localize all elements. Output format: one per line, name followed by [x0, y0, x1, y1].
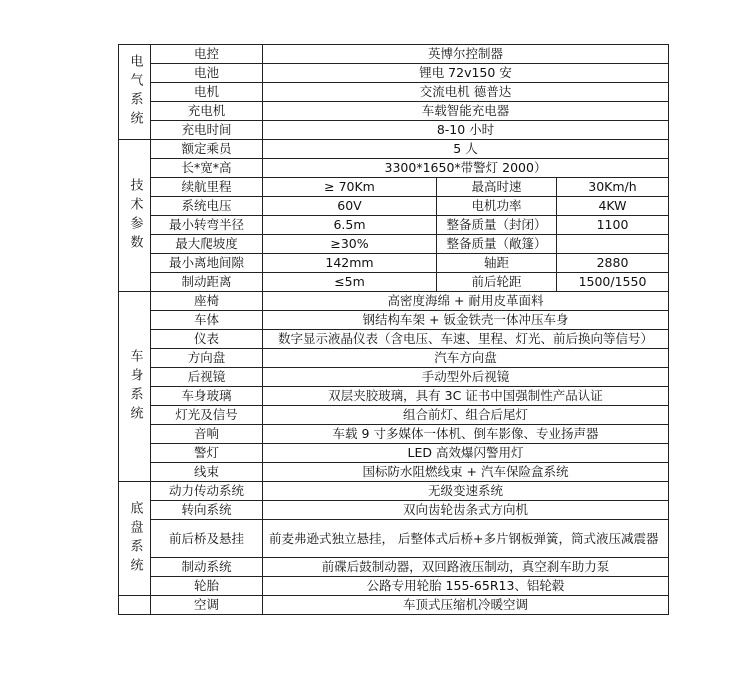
spec-value: 4KW — [557, 197, 669, 216]
section-category — [119, 596, 151, 615]
spec-label: 电池 — [151, 64, 263, 83]
spec-value: 无级变速系统 — [263, 482, 669, 501]
spec-value: 60V — [263, 197, 437, 216]
spec-table — [118, 44, 669, 615]
spec-value: 车载智能充电器 — [263, 102, 669, 121]
spec-value: 2880 — [557, 254, 669, 273]
spec-value: 前麦弗逊式独立悬挂， 后整体式后桥+多片钢板弹簧，筒式液压减震器 — [263, 520, 669, 558]
spec-value: 英博尔控制器 — [263, 45, 669, 64]
spec-row — [119, 178, 669, 197]
spec-label: 车身玻璃 — [151, 387, 263, 406]
spec-label: 充电机 — [151, 102, 263, 121]
spec-value: 142mm — [263, 254, 437, 273]
spec-value: 交流电机 德普达 — [263, 83, 669, 102]
spec-value: 6.5m — [263, 216, 437, 235]
spec-label: 续航里程 — [151, 178, 263, 197]
spec-value: 车顶式压缩机冷暖空调 — [263, 596, 669, 615]
spec-row — [119, 254, 669, 273]
spec-row — [119, 273, 669, 292]
spec-label: 线束 — [151, 463, 263, 482]
spec-value: 数字显示液晶仪表（含电压、车速、里程、灯光、前后换向等信号） — [263, 330, 669, 349]
spec-value: 1100 — [557, 216, 669, 235]
spec-label: 整备质量（敞篷） — [437, 235, 557, 254]
spec-row — [119, 349, 669, 368]
section-category: 车身系统 — [119, 292, 151, 482]
spec-value: ≤5m — [263, 273, 437, 292]
spec-label: 前后桥及悬挂 — [151, 520, 263, 558]
spec-label: 座椅 — [151, 292, 263, 311]
spec-row — [119, 387, 669, 406]
spec-value: ≥30% — [263, 235, 437, 254]
spec-label: 最小转弯半径 — [151, 216, 263, 235]
spec-row — [119, 121, 669, 140]
spec-row — [119, 45, 669, 64]
spec-value: ≥ 70Km — [263, 178, 437, 197]
section-category: 底盘系统 — [119, 482, 151, 596]
spec-label: 后视镜 — [151, 368, 263, 387]
spec-row — [119, 558, 669, 577]
spec-row — [119, 463, 669, 482]
spec-row — [119, 577, 669, 596]
spec-row — [119, 197, 669, 216]
spec-value: 5 人 — [263, 140, 669, 159]
spec-row — [119, 444, 669, 463]
spec-value: 车载 9 寸多媒体一体机、倒车影像、专业扬声器 — [263, 425, 669, 444]
spec-label: 动力传动系统 — [151, 482, 263, 501]
spec-value: 汽车方向盘 — [263, 349, 669, 368]
spec-value: 双向齿轮齿条式方向机 — [263, 501, 669, 520]
spec-label: 最大爬坡度 — [151, 235, 263, 254]
spec-label: 额定乘员 — [151, 140, 263, 159]
spec-label: 转向系统 — [151, 501, 263, 520]
spec-label: 系统电压 — [151, 197, 263, 216]
spec-label: 仪表 — [151, 330, 263, 349]
spec-value: 公路专用轮胎 155-65R13、铝轮毂 — [263, 577, 669, 596]
spec-label: 空调 — [151, 596, 263, 615]
spec-row — [119, 292, 669, 311]
spec-row — [119, 330, 669, 349]
spec-label: 电控 — [151, 45, 263, 64]
spec-label: 前后轮距 — [437, 273, 557, 292]
spec-label: 车体 — [151, 311, 263, 330]
section-category: 电气系统 — [119, 45, 151, 140]
spec-row — [119, 64, 669, 83]
spec-value: 前碟后鼓制动器，双回路液压制动，真空刹车助力泵 — [263, 558, 669, 577]
spec-label: 轮胎 — [151, 577, 263, 596]
spec-label: 灯光及信号 — [151, 406, 263, 425]
spec-label: 制动距离 — [151, 273, 263, 292]
spec-label: 电机功率 — [437, 197, 557, 216]
spec-label: 长*宽*高 — [151, 159, 263, 178]
spec-row — [119, 311, 669, 330]
spec-label: 轴距 — [437, 254, 557, 273]
spec-label: 警灯 — [151, 444, 263, 463]
spec-row — [119, 83, 669, 102]
spec-value: 30Km/h — [557, 178, 669, 197]
spec-value: 国标防水阻燃线束 + 汽车保险盒系统 — [263, 463, 669, 482]
spec-value: 锂电 72v150 安 — [263, 64, 669, 83]
spec-label: 音响 — [151, 425, 263, 444]
spec-value: 高密度海绵 + 耐用皮革面料 — [263, 292, 669, 311]
spec-label: 制动系统 — [151, 558, 263, 577]
spec-row — [119, 520, 669, 558]
spec-value: 8-10 小时 — [263, 121, 669, 140]
spec-value: LED 高效爆闪警用灯 — [263, 444, 669, 463]
spec-value: 钢结构车架 + 钣金铁壳一体冲压车身 — [263, 311, 669, 330]
spec-label: 最小离地间隙 — [151, 254, 263, 273]
spec-row — [119, 368, 669, 387]
spec-value — [557, 235, 669, 254]
spec-label: 方向盘 — [151, 349, 263, 368]
spec-label: 整备质量（封闭） — [437, 216, 557, 235]
section-category: 技术参数 — [119, 140, 151, 292]
spec-row — [119, 159, 669, 178]
spec-label: 电机 — [151, 83, 263, 102]
spec-label: 充电时间 — [151, 121, 263, 140]
spec-row — [119, 140, 669, 159]
spec-value: 3300*1650*带警灯 2000） — [263, 159, 669, 178]
spec-row — [119, 102, 669, 121]
spec-value: 组合前灯、组合后尾灯 — [263, 406, 669, 425]
spec-value: 1500/1550 — [557, 273, 669, 292]
spec-row — [119, 501, 669, 520]
spec-row — [119, 216, 669, 235]
spec-value: 手动型外后视镜 — [263, 368, 669, 387]
spec-value: 双层夹胶玻璃，具有 3C 证书中国强制性产品认证 — [263, 387, 669, 406]
spec-row — [119, 425, 669, 444]
spec-table-body — [119, 45, 669, 615]
spec-row — [119, 482, 669, 501]
spec-row — [119, 406, 669, 425]
spec-row — [119, 596, 669, 615]
spec-label: 最高时速 — [437, 178, 557, 197]
spec-row — [119, 235, 669, 254]
